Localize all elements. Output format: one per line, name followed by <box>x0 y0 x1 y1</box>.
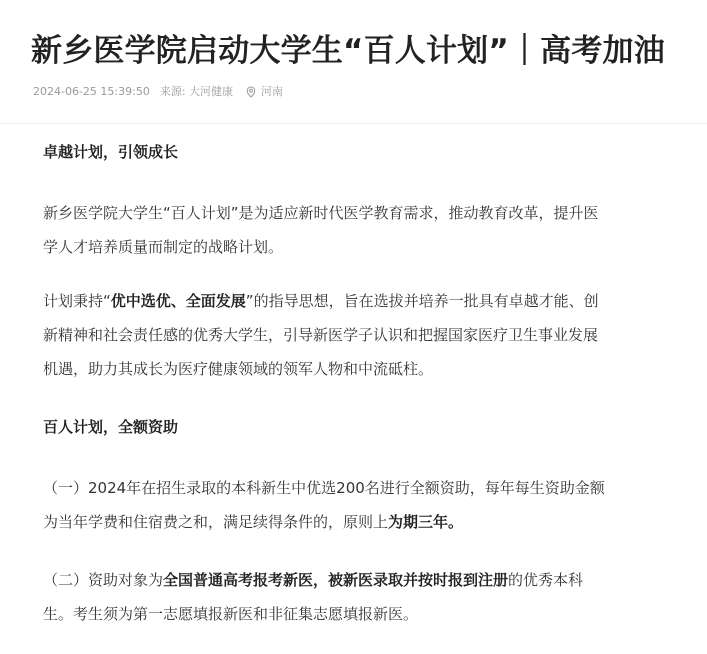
paragraph-4-line-2: 生。考生须为第一志愿填报新医和非征集志愿填报新医。 <box>43 605 419 623</box>
paragraph-4 <box>43 563 663 631</box>
paragraph-4-lead: （二）资助对象为 <box>43 571 164 589</box>
paragraph-2-line-2: 新精神和社会责任感的优秀大学生，引导新医学子认识和把握国家医疗卫生事业发展 <box>43 326 599 344</box>
paragraph-2-emphasis: 优中选优、全面发展 <box>110 292 246 310</box>
paragraph-2-line-3: 机遇，助力其成长为医疗健康领域的领军人物和中流砥柱。 <box>43 360 434 378</box>
paragraph-3-line-1: （一）2024年在招生录取的本科新生中优选200名进行全额资助，每年每生资助金额 <box>43 479 605 497</box>
location-label: 河南 <box>261 85 284 98</box>
paragraph-2-lead: 计划秉持“ <box>43 292 111 310</box>
location-pin-icon <box>245 86 257 98</box>
paragraph-1-line-1: 新乡医学院大学生“百人计划”是为适应新时代医学教育需求，推动教育改革，提升医 <box>43 204 599 222</box>
paragraph-3-emphasis: 为期三年。 <box>388 513 464 531</box>
section-heading-2: 百人计划，全额资助 <box>43 418 179 436</box>
publish-datetime: 2024-06-25 15:39:50 <box>33 85 150 98</box>
paragraph-3-line-2-lead: 为当年学费和住宿费之和，满足续得条件的，原则上 <box>43 513 389 531</box>
paragraph-3 <box>43 471 663 539</box>
title-divider <box>0 123 707 124</box>
paragraph-2 <box>43 284 663 386</box>
paragraph-4-emphasis: 全国普通高考报考新医，被新医录取并按时报到注册 <box>163 571 509 589</box>
article-meta <box>33 84 283 100</box>
paragraph-2-line-1-rest: ”的指导思想，旨在选拔并培养一批具有卓越才能、创 <box>245 292 599 310</box>
paragraph-1-line-2: 学人才培养质量而制定的战略计划。 <box>43 238 284 256</box>
article-title: 新乡医学院启动大学生“百人计划”｜高考加油 <box>31 33 665 69</box>
section-heading-1: 卓越计划，引领成长 <box>43 143 179 161</box>
paragraph-1 <box>43 196 663 264</box>
article-source: 来源: 大河健康 <box>159 85 234 98</box>
paragraph-4-line-1-rest: 的优秀本科 <box>508 571 584 589</box>
